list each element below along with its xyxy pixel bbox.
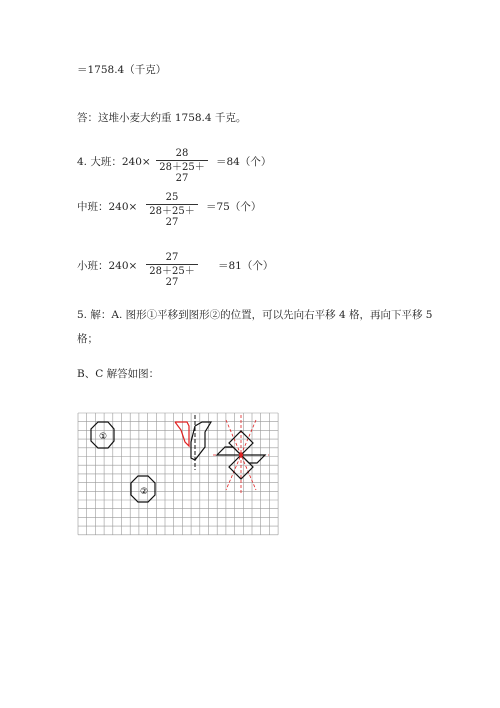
grid-figure [77,412,282,539]
q4-big-label: 4. 大班：240× [77,156,151,168]
result-line: ＝1758.4（千克） [77,64,167,76]
q4-small-result: ＝81（个） [218,260,274,272]
q4-mid-label: 中班：240× [77,201,138,213]
shape-2-label: ② [139,487,149,497]
fraction-bar [146,204,198,205]
q5-line-2: 格； [77,333,98,345]
fraction-mid-denominator: 28＋25＋27 [149,206,195,228]
fraction-big-denominator: 28＋25＋27 [159,162,205,184]
flag-shape-red [175,422,189,446]
fraction-mid [146,192,198,228]
fraction-mid-numerator: 25 [165,192,179,203]
shape-1-label: ① [98,432,108,442]
q5-line-3: B、C 解答如图： [77,368,160,380]
q5-line-1: 5. 解：A. 图形①平移到图形②的位置，可以先向右平移 4 格，再向下平移 5 [77,309,433,321]
q4-small-label: 小班：240× [77,260,138,272]
fraction-big-numerator: 28 [175,148,189,159]
fraction-bar [146,264,198,265]
fraction-small [146,252,198,288]
fraction-big [156,148,208,184]
answer-line: 答：这堆小麦大约重 1758.4 千克。 [77,112,247,124]
q4-big-result: ＝84（个） [216,156,272,168]
fraction-small-denominator: 28＋25＋27 [149,266,195,288]
grid-lines [78,413,278,535]
fraction-small-numerator: 27 [165,252,179,263]
q4-mid-result: ＝75（个） [206,201,262,213]
fraction-bar [156,160,208,161]
flag-shape-black [191,422,211,460]
